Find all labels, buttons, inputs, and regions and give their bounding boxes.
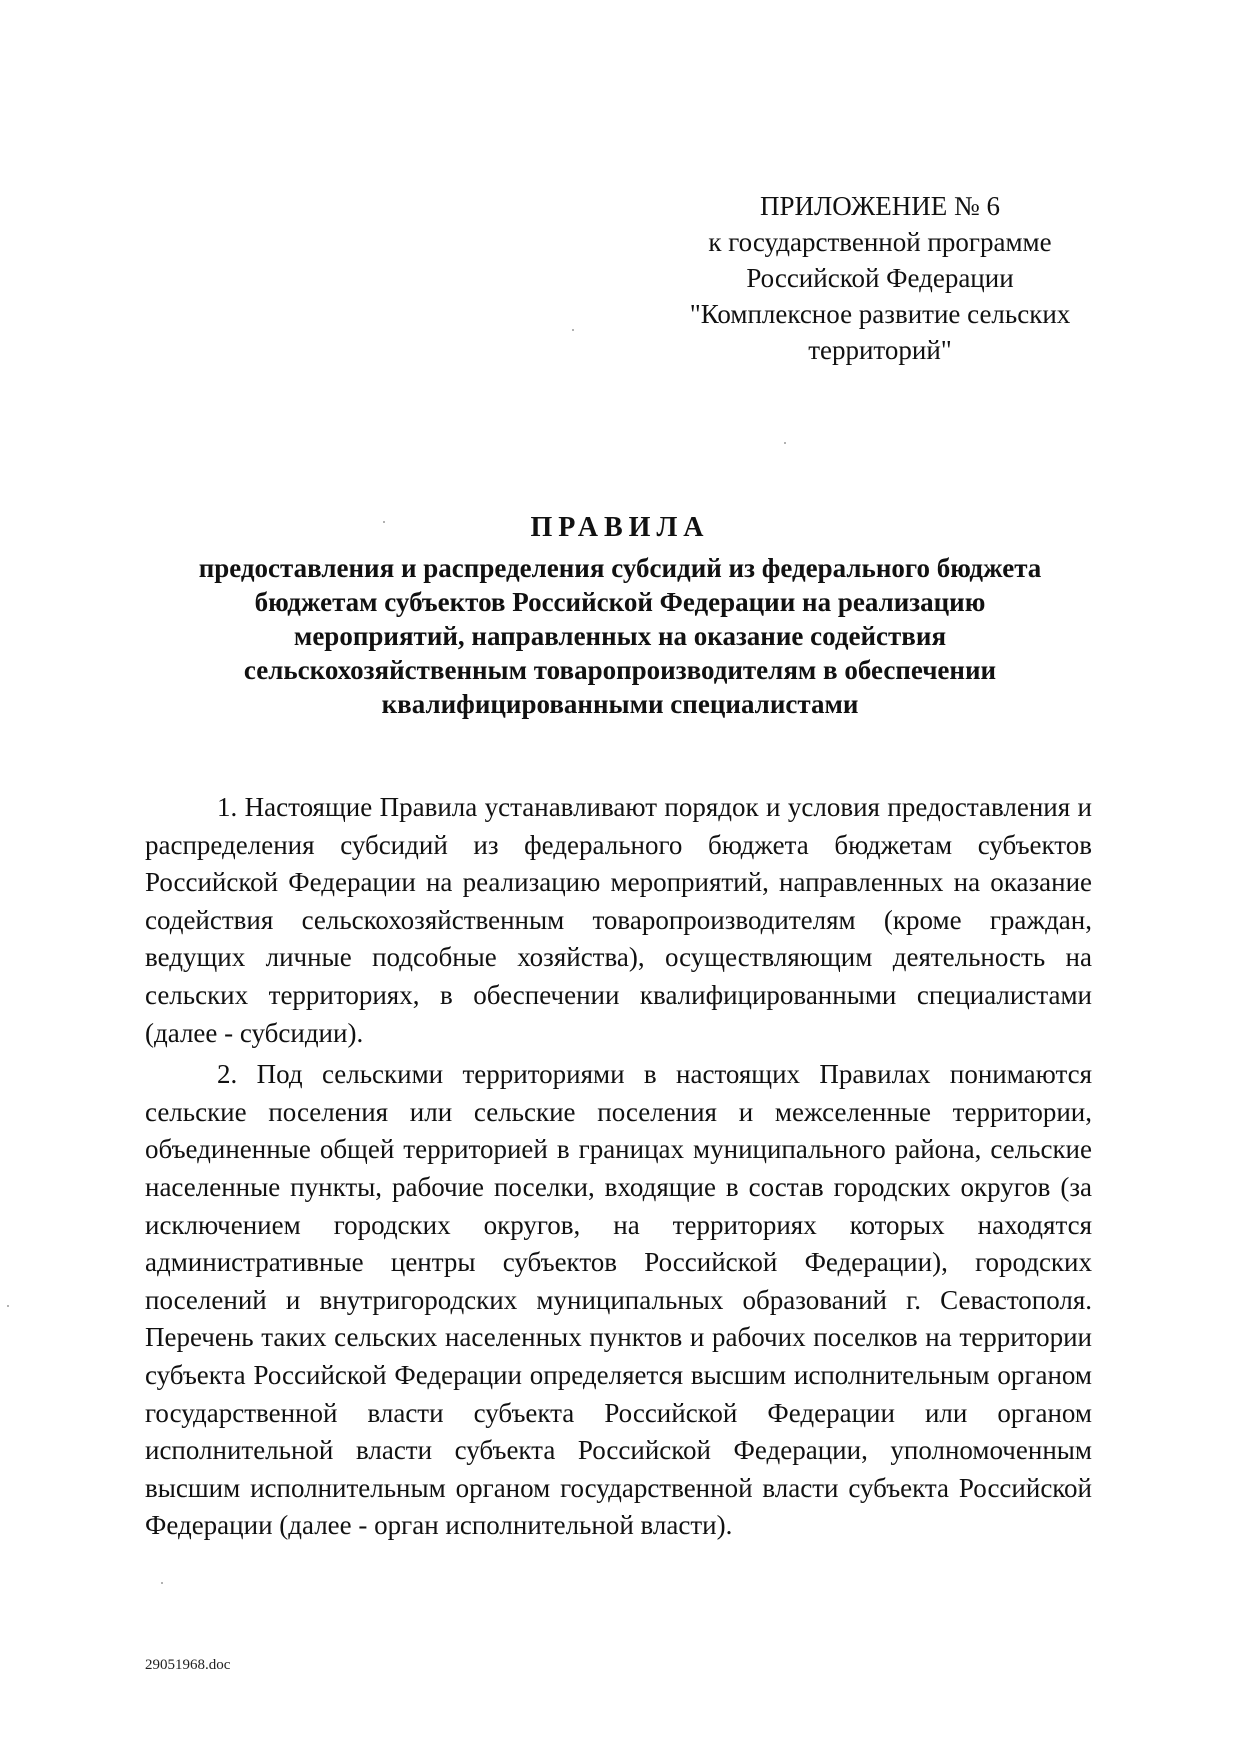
scan-speck [383,521,385,523]
title-line: предоставления и распределения субсидий из федерального бюджета [198,553,1042,583]
document-body [145,789,1092,1549]
scan-speck [161,1582,163,1584]
annex-line: к государственной программе [708,227,1052,257]
annex-header [660,188,1100,368]
document-title [120,511,1120,721]
scan-speck [7,1305,9,1307]
scan-speck [572,329,574,331]
annex-line: территорий" [808,335,952,365]
file-name-label: 29051968.doc [145,1657,231,1673]
title-line: мероприятий, направленных на оказание содействия [293,621,947,651]
paragraph-2: 2. Под сельскими территориями в настоящих Правилах понимаются сельские поселения или сельские поселения и межселенные территории, объединенные общей территорией в границах муниципального района, сельские населенные пункты, рабочие поселки, входящие в состав городских округов (за исключением городских округов, на территориях которых находятся административные центры субъектов Российской Федерации), городских поселений и внутригородских муниципальных образований г. Севастополя. Перечень таких сельских населенных пунктов и рабочих поселков на территории субъекта Российской Федерации определяется высшим исполнительным органом государственной власти субъекта Российской Федерации или органом исполнительной власти субъекта Российской Федерации, уполномоченным высшим исполнительным органом государственной власти субъекта Российской Федерации (далее - орган исполнительной власти). [145,1059,1092,1541]
annex-line: Российской Федерации [746,263,1014,293]
annex-line: "Комплексное развитие сельских [689,299,1071,329]
title-line: квалифицированными специалистами [381,689,859,719]
title-heading: ПРАВИЛА [530,512,710,543]
scan-speck [784,442,786,444]
title-line: сельскохозяйственным товаропроизводителям в обеспечении [243,655,997,685]
paragraph-1: 1. Настоящие Правила устанавливают порядок и условия предоставления и распределения субсидий из федерального бюджета бюджетам субъектов Российской Федерации на реализацию мероприятий, направленных на оказание содействия сельскохозяйственным товаропроизводителям (кроме граждан, ведущих личные подсобные хозяйства), осуществляющим деятельность на сельских территориях, в обеспечении квалифицированными специалистами (далее - субсидии). [145,792,1092,1048]
annex-title: ПРИЛОЖЕНИЕ № 6 [759,191,1001,221]
title-line: бюджетам субъектов Российской Федерации на реализацию [254,587,986,617]
